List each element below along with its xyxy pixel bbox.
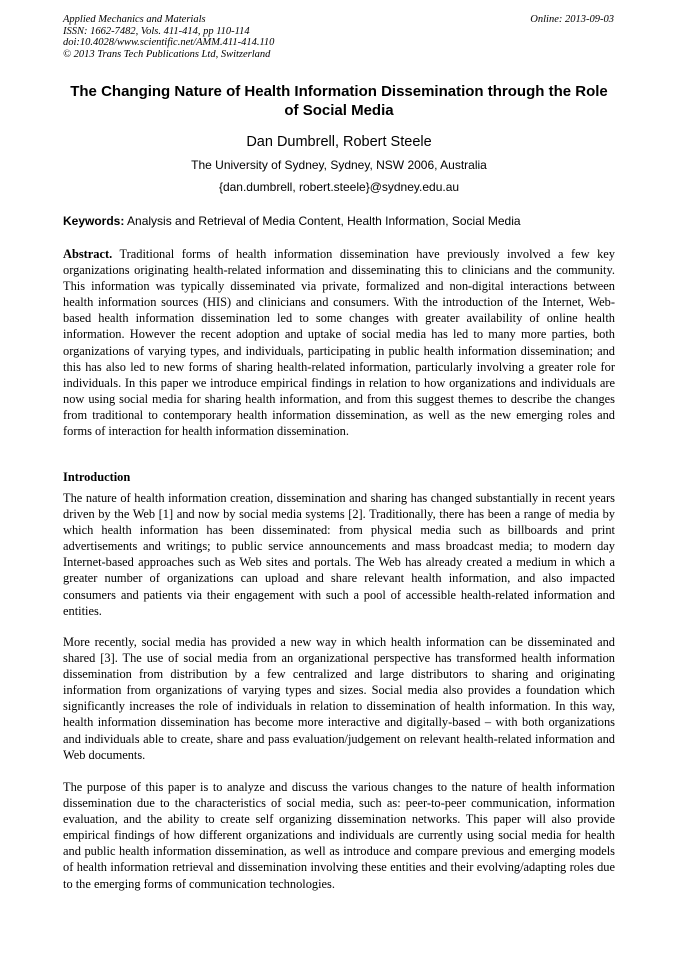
intro-paragraph: The purpose of this paper is to analyze and discuss the various changes to the nature of health information dissemination due to the characteristics of social media, such as: peer-to-peer communication, information evaluation, and the ability to create self organizing dissemination networks. This paper will also provide empirical findings of how different organizations and individuals are currently using social media for health and public health information dissemination, as well as introduce and compare previous and emerging models of health information retrieval and dissemination involving these entities and their evolving/adapting roles due to the emerging forms of communication technologies. [63, 780, 615, 891]
journal-copyright: © 2013 Trans Tech Publications Ltd, Switzerland [63, 48, 271, 60]
abstract-text: Traditional forms of health information dissemination have previously involved a few key organizations originating health-related information and disseminating this to clinicians and the community. This information was typically disseminated via private, formalized and non-digital interactions between health information sources (HIS) and clinicians and consumers. With the introduction of the Internet, Web-based health information dissemination led to some changes with greater availability of online health information. However the recent adoption and uptake of social media has led to many more parties, both organizations of varying types, and individuals, participating in public health information dissemination; and this has also led to new forms of sharing health-related information, particularly involving a greater role for individuals. In this paper we introduce empirical findings in relation to how organizations and individuals are now using social media for sharing health information, and from this suggest themes to describe the changes from traditional to contemporary health information dissemination, as well as the new emerging roles and forms of interaction for health information dissemination. [63, 247, 615, 439]
journal-issn: ISSN: 1662-7482, Vols. 411-414, pp 110-114 [63, 25, 250, 37]
abstract-label: Abstract. [63, 247, 113, 261]
journal-header [63, 14, 274, 60]
paper-authors: Dan Dumbrell, Robert Steele [246, 134, 432, 150]
intro-paragraph: The nature of health information creation, dissemination and sharing has changed substantially in recent years driven by the Web [1] and now by social media systems [2]. Traditionally, there has been a range of media by which health information has been disseminated: from physical media such as billboards and print advertisements and writings; to public service announcements and mass broadcast media; to modern day Internet-based approaches such as Web sites and portals. The Web has already created a medium in which a greater number of organizations can upload and share relevant health information, and also impacted consumers and patients via their engagement with such a pool of accessible health-related information and entities. [63, 491, 615, 618]
intro-paragraph: More recently, social media has provided a new way in which health information can be disseminated and shared [3]. The use of social media from an organizational perspective has transformed health information dissemination from distribution by a few centralized and large distributors to sharing and originating information from organizations of varying types and sizes. Social media also provides a foundation which significantly increases the role of individuals in relation to dissemination of health information. In this way, health information dissemination has become more interactive and digitally-based – with both organizations and individuals able to create, share and pass evaluation/judgement on relevant health-related information and Web documents. [63, 635, 615, 762]
paper-title: The Changing Nature of Health Information Dissemination through the Role of Social Media [70, 83, 608, 119]
journal-doi: doi:10.4028/www.scientific.net/AMM.411-414.110 [63, 37, 275, 48]
abstract [63, 246, 615, 439]
introduction-heading: Introduction [63, 470, 131, 484]
keywords [63, 214, 615, 229]
keywords-label: Keywords: [63, 214, 125, 228]
journal-name: Applied Mechanics and Materials [63, 14, 206, 25]
keywords-text: Analysis and Retrieval of Media Content, Health Information, Social Media [124, 214, 521, 228]
paper-emails: {dan.dumbrell, robert.steele}@sydney.edu.au [218, 180, 460, 194]
online-date: Online: 2013-09-03 [530, 14, 614, 25]
paper-affiliation: The University of Sydney, Sydney, NSW 2006, Australia [191, 158, 487, 172]
